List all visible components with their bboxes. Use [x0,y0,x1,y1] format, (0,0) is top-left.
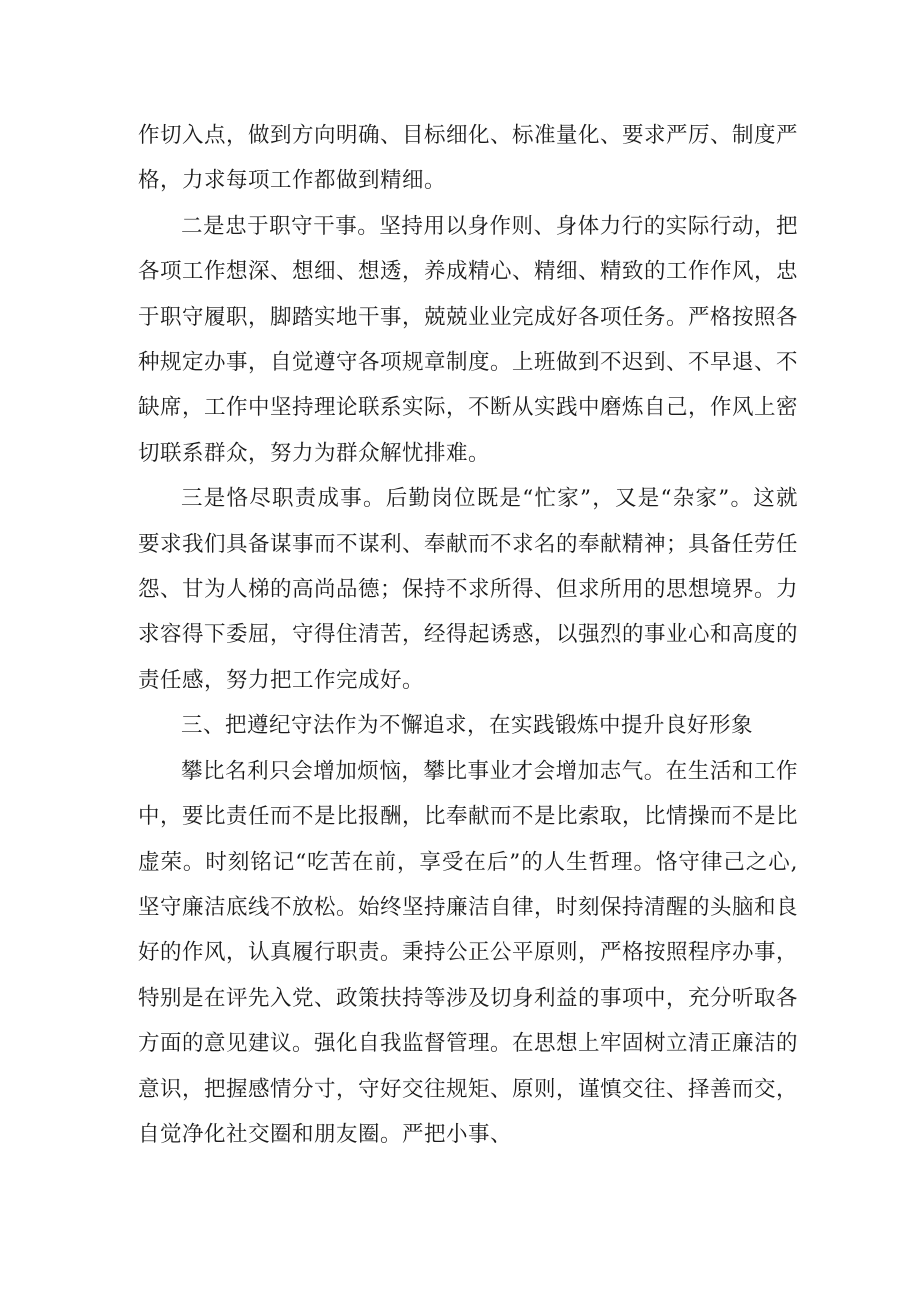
paragraph-discipline: 攀比名利只会增加烦恼，攀比事业才会增加志气。在生活和工作中，要比责任而不是比报酬，比奉献而不是比索取，比情操而不是比虚荣。时刻铭记“吃苦在前，享受在后”的人生哲理。恪守律己之心,坚守廉洁底线不放松。始终坚持廉洁自律，时刻保持清醒的头脑和良好的作风，认真履行职责。秉持公正公平原则，严格按照程序办事，特别是在评先入党、政策扶持等涉及切身利益的事项中，充分听取各方面的意见建议。强化自我监督管理。在思想上牢固树立清正廉洁的意识，把握感情分寸，守好交往规矩、原则，谨慎交往、择善而交，自觉净化社交圈和朋友圈。严把小事、 [138,758,799,1147]
paragraph-continuation: 作切入点，做到方向明确、目标细化、标准量化、要求严厉、制度严格，力求每项工作都做到精细。 [138,123,799,194]
document-body [138,113,798,1157]
section-heading-3: 三、把遵纪守法作为不懈追求，在实践锻炼中提升良好形象 [181,713,754,739]
paragraph-fulfill-duty: 三是恪尽职责成事。后勤岗位既是“忙家”，又是“杂家”。这就要求我们具备谋事而不谋利、奉献而不求名的奉献精神；具备任劳任怨、甘为人梯的高尚品德；保持不求所得、但求所用的思想境界。力求容得下委屈，守得住清苦，经得起诱惑，以强烈的事业心和高度的责任感，努力把工作完成好。 [138,486,799,693]
paragraph-loyal-duty: 二是忠于职守干事。坚持用以身作则、身体力行的实际行动，把各项工作想深、想细、想透，养成精心、精细、精致的工作作风，忠于职守履职，脚踏实地干事，兢兢业业完成好各项任务。严格按照各种规定办事，自觉遵守各项规章制度。上班做到不迟到、不早退、不缺席，工作中坚持理论联系实际，不断从实践中磨炼自己，作风上密切联系群众，努力为群众解忧排难。 [138,213,799,466]
